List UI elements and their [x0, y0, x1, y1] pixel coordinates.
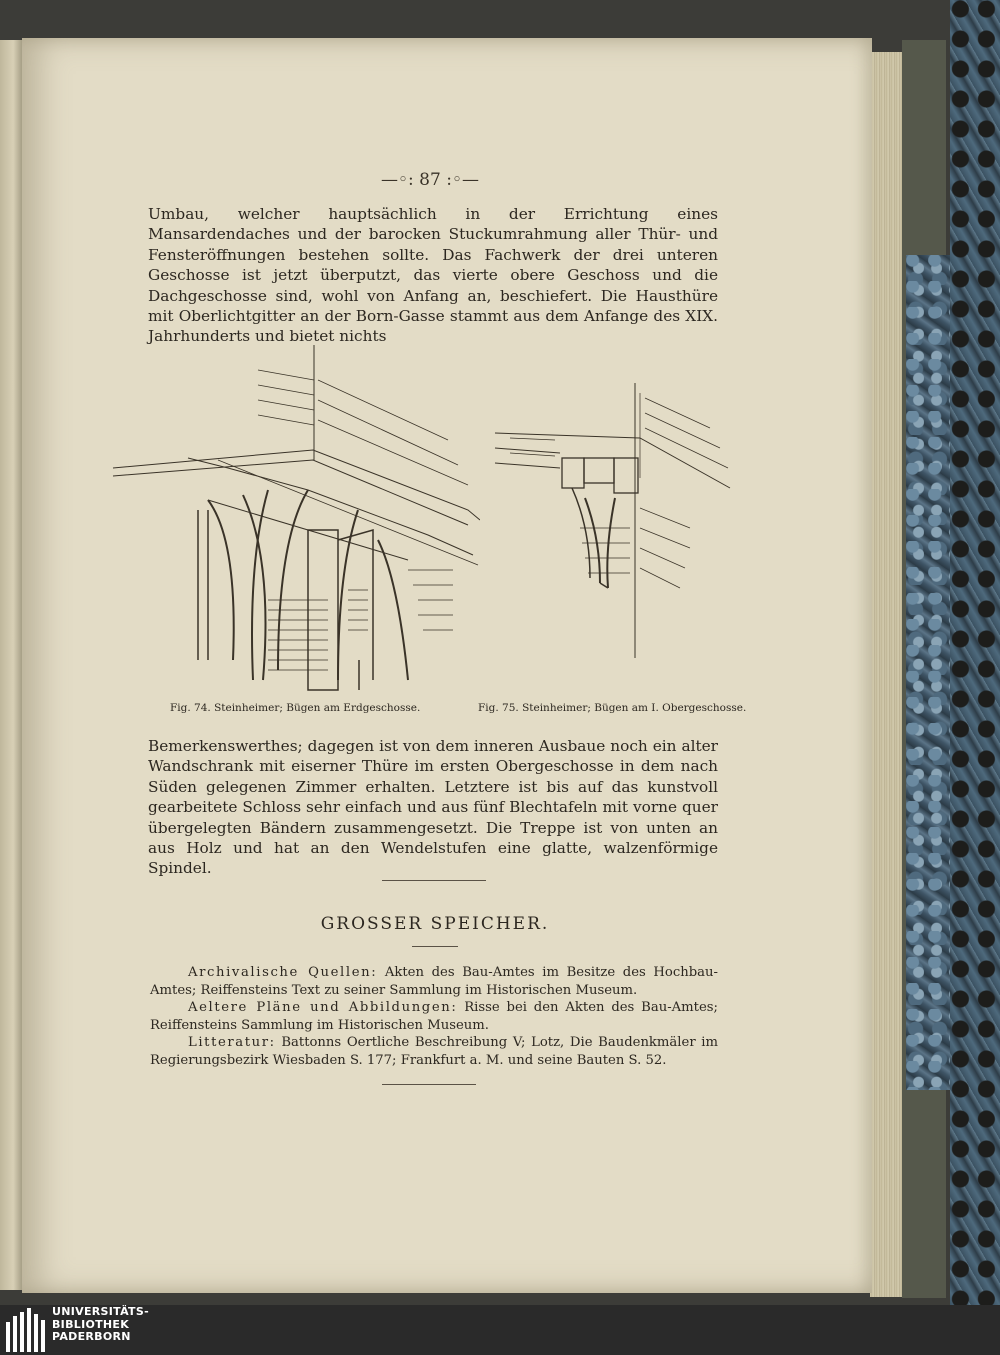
source-archival	[150, 964, 718, 999]
page-edges	[870, 52, 902, 1297]
section-divider-top	[382, 880, 486, 881]
logo-line-1: UNIVERSITÄTS-	[52, 1305, 149, 1318]
heading-underline	[412, 946, 458, 947]
page-number: —◦: 87 :◦—	[381, 170, 479, 190]
page-number-value: 87	[419, 170, 441, 190]
figure-75-drawing	[490, 378, 738, 698]
sources-block	[150, 964, 718, 1069]
paragraph-mid-text: Bemerkenswerthes; dagegen ist von dem inneren Ausbaue noch ein alter Wandschrank mit eiserner Thüre im ersten Obergeschosse in dem nach Süden gelegenen Zimmer erhalten. Letztere ist bis auf das kunstvoll gearbeitete Schloss sehr einfach und aus fünf Blechtafeln mit vorne quer übergelegten Bändern zusammengesetzt. Die Treppe ist von unten an aus Holz und hat an den Wendelstufen eine glatte, walzenförmige Spindel.	[148, 737, 718, 878]
source-plans-text: Risse bei den Akten des Bau-Amtes; Reiffensteins Sammlung im Historischen Museum.	[150, 1000, 718, 1033]
figure-74-illustration	[108, 340, 480, 695]
marbled-board	[950, 0, 1000, 1305]
logo-line-3: PADERBORN	[52, 1330, 131, 1343]
logo-line-2: BIBLIOTHEK	[52, 1317, 130, 1331]
source-archival-text: Akten des Bau-Amtes im Besitze des Hochbau-Amtes; Reiffensteins Text zu seiner Sammlung im Historischen Museum.	[150, 965, 718, 998]
source-plans	[150, 999, 718, 1034]
source-plans-label: Aeltere Pläne und Abbildungen:	[188, 1000, 458, 1015]
library-logo-icon	[6, 1308, 46, 1352]
source-archival-label: Archivalische Quellen:	[188, 965, 378, 980]
figure-75-illustration	[490, 378, 738, 698]
marbled-endpaper	[906, 255, 950, 1090]
figure-74-drawing	[108, 340, 480, 695]
left-page-edge	[0, 40, 22, 1290]
paragraph-mid	[148, 736, 718, 879]
section-divider-bottom	[382, 1084, 476, 1085]
source-literature	[150, 1034, 718, 1069]
paragraph-top-text: Umbau, welcher hauptsächlich in der Errichtung eines Mansardendaches und der barocken Stuckumrahmung aller Thür- und Fensteröffnungen bestehen sollte. Das Fachwerk der drei unteren Geschosse ist jetzt überputzt, das vierte obere Geschoss und die Dachgeschosse sind, wohl von Anfang an, beschiefert. Die Hausthüre mit Oberlichtgitter an der Born-Gasse stammt aus dem Anfange des XIX. Jahrhunderts und bietet nichts	[148, 205, 718, 346]
section-heading: GROSSER SPEICHER.	[320, 914, 550, 934]
figure-74-caption: Fig. 74. Steinheimer; Bügen am Erdgeschosse.	[170, 702, 421, 714]
footer-bar	[0, 1305, 1000, 1355]
figure-75-caption: Fig. 75. Steinheimer; Bügen am I. Obergeschosse.	[478, 702, 747, 714]
source-literature-label: Litteratur:	[188, 1035, 276, 1050]
library-logo-text	[52, 1306, 149, 1344]
paragraph-top	[148, 204, 718, 347]
source-literature-text: Battonns Oertliche Beschreibung V; Lotz, Die Baudenkmäler im Regierungsbezirk Wiesbaden S. 177; Frankfurt a. M. und seine Bauten S. 52.	[150, 1035, 718, 1068]
